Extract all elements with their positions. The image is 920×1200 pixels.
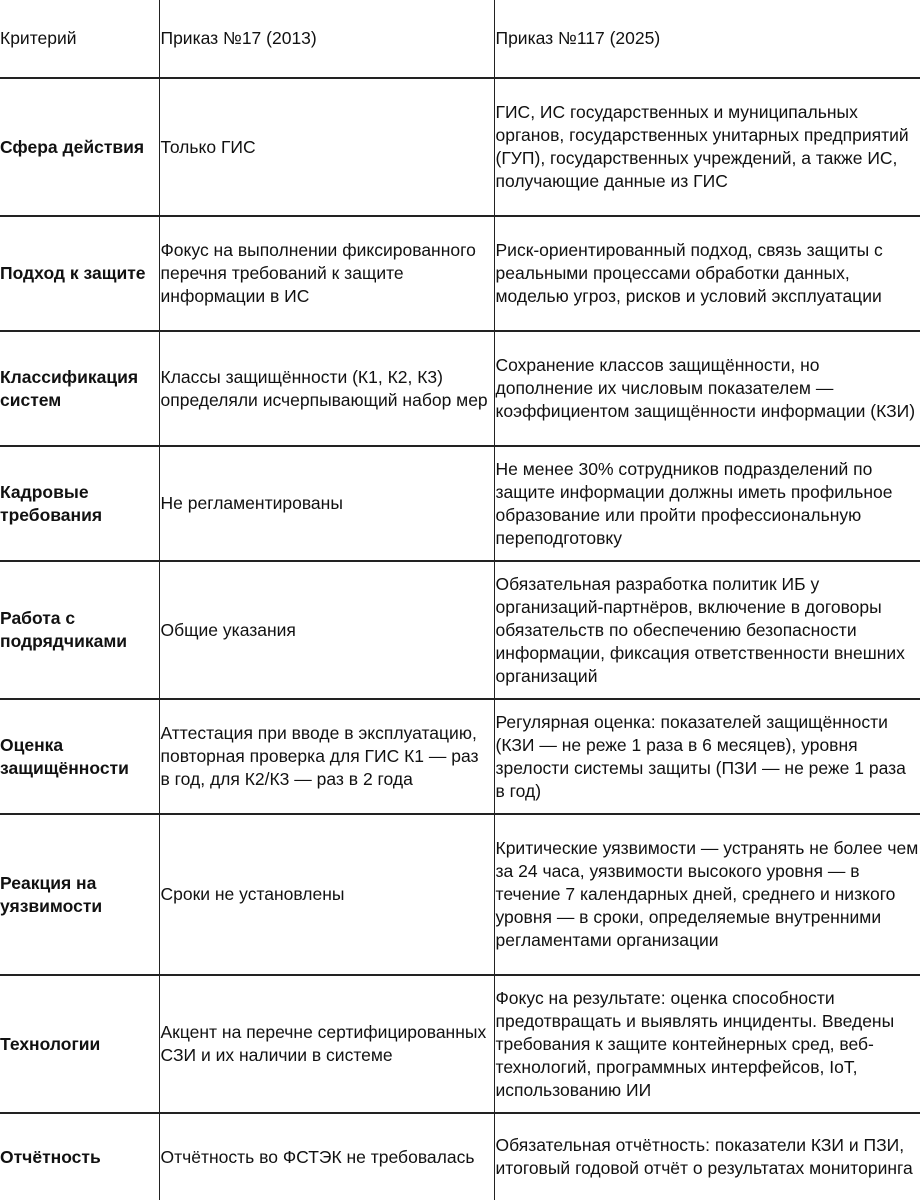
row-order-117: Риск-ориентированный подход, связь защиты с реальными процессами обработки данных, моделью угроз, рисков и условий эксплуатации (494, 216, 920, 331)
table-row (0, 446, 920, 561)
table-row (0, 216, 920, 331)
row-order-117: Фокус на результате: оценка способности предотвращать и выявлять инциденты. Введены требования к защите контейнерных сред, веб-технологий, программных интерфейсов, IoT, использованию ИИ (494, 975, 920, 1113)
row-order-117: ГИС, ИС государственных и муниципальных органов, государственных унитарных предприятий (ГУП), государственных учреждений, а также ИС, получающие данные из ГИС (494, 78, 920, 216)
row-order-117: Сохранение классов защищённости, но дополнение их числовым показателем — коэффициентом защищённости информации (КЗИ) (494, 331, 920, 446)
table-row (0, 561, 920, 699)
row-order-117: Критические уязвимости — устранять не более чем за 24 часа, уязвимости высокого уровня — в течение 7 календарных дней, среднего и низкого уровня — в сроки, определяемые внутренними регламентами организации (494, 814, 920, 975)
table-header-row (0, 0, 920, 78)
row-order-17: Фокус на выполнении фиксированного перечня требований к защите информации в ИС (159, 216, 494, 331)
row-order-17: Сроки не установлены (159, 814, 494, 975)
row-criterion: Технологии (0, 975, 159, 1113)
row-order-117: Обязательная отчётность: показатели КЗИ и ПЗИ, итоговый годовой отчёт о результатах мониторинга (495, 1135, 913, 1178)
row-criterion: Отчётность (0, 1113, 159, 1200)
header-order-17: Приказ №17 (2013) (159, 0, 494, 78)
header-criterion: Критерий (0, 0, 159, 78)
row-order-17: Отчётность во ФСТЭК не требовалась (159, 1113, 494, 1200)
row-criterion: Оценка защищённости (0, 699, 159, 814)
table-row (0, 975, 920, 1113)
row-order-17: Общие указания (159, 561, 494, 699)
row-criterion: Сфера действия (0, 78, 159, 216)
table-row (0, 814, 920, 975)
row-criterion: Подход к защите (0, 216, 159, 331)
row-order-117: Не менее 30% сотрудников подразделений по защите информации должны иметь профильное образование или пройти профессиональную переподготовку (494, 446, 920, 561)
row-order-117: Обязательная разработка политик ИБ у организаций-партнёров, включение в договоры обязательств по обеспечению безопасности информации, фиксация ответственности внешних организаций (494, 561, 920, 699)
row-criterion: Кадровые требования (0, 446, 159, 561)
row-order-17: Не регламентированы (159, 446, 494, 561)
row-criterion: Классификация систем (0, 331, 159, 446)
row-criterion: Реакция на уязвимости (0, 814, 159, 975)
row-order-117: Регулярная оценка: показателей защищённости (КЗИ — не реже 1 раза в 6 месяцев), уровня зрелости системы защиты (ПЗИ — не реже 1 раза в год) (494, 699, 920, 814)
row-order-17: Только ГИС (159, 78, 494, 216)
table-row (0, 78, 920, 216)
row-criterion: Работа с подрядчиками (0, 561, 159, 699)
table-row (0, 331, 920, 446)
row-order-17: Акцент на перечне сертифицированных СЗИ и их наличии в системе (159, 975, 494, 1113)
row-order-17: Классы защищённости (К1, К2, К3) определяли исчерпывающий набор мер (159, 331, 494, 446)
table-row (0, 1113, 920, 1200)
header-order-117: Приказ №117 (2025) (494, 0, 920, 78)
row-order-17: Аттестация при вводе в эксплуатацию, повторная проверка для ГИС К1 — раз в год, для К2/К3 — раз в 2 года (159, 699, 494, 814)
table-row (0, 699, 920, 814)
